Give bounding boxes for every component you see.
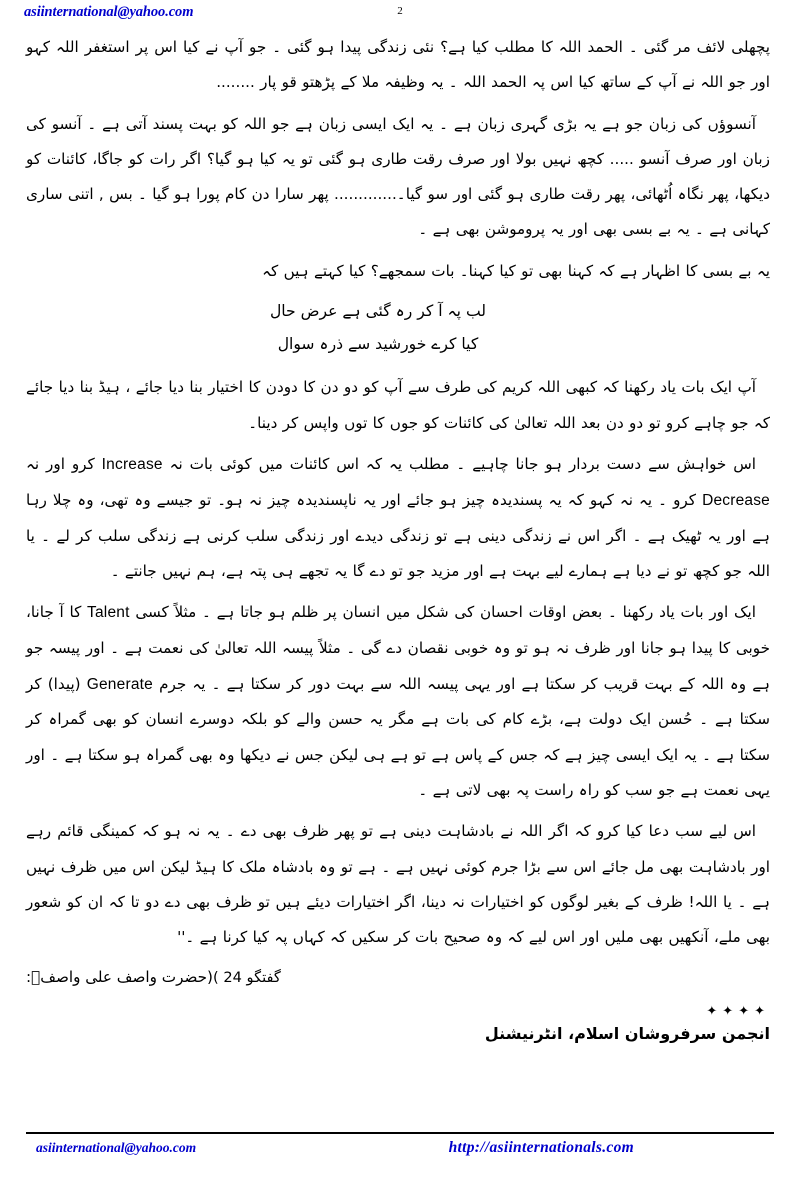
latin-term: Generate — [86, 675, 153, 693]
attribution — [26, 961, 770, 994]
ornament-divider — [26, 1005, 770, 1018]
ornament-star-icon: ✦ — [706, 1003, 723, 1019]
latin-term: Talent — [87, 604, 130, 622]
urdu-run: (پیدا) کر سکتا ہے ۔ حُسن ایک دولت ہے، بڑے کام کی بات ہے مگر یہ حسن والے کو بلکہ دوسرے انسان کو بھی گمراہ کر سکتا ہے ۔ یہ ایک ایسی چیز ہے کہ جس کے پاس ہے تو ہے ہی لیکن جس نے دیکھا وہ بھی گمراہ ہو سکتا ہے ۔ اور یہی نعمت ہے جو سب کو راہ راست پہ بھی لاتی ہے ۔ — [26, 674, 770, 799]
urdu-run: کرو اور نہ — [26, 454, 102, 473]
attribution-book: گفتگو 24 ) — [212, 969, 281, 987]
paragraph-increase-decrease — [26, 447, 770, 589]
header-email-link[interactable]: asiinternational@yahoo.com — [24, 4, 194, 20]
ornament-star-icon: ✦ — [738, 1003, 755, 1019]
paragraph-2: آنسوؤں کی زبان جو ہے یہ بڑی گہری زبان ہے ۔ یہ ایک ایسی زبان ہے جو اللہ کو بہت پسند آتی ہے ۔ آنسو کی زبان اور صرف آنسو ..... کچھ نہیں بولا اور صرف رقت طاری ہو گئی تو یہ کیا ہو گیا؟ اگر رات کو جاگا، کائنات کو دیکھا، پھر نگاہ اُٹھائی، پھر رقت طاری ہو گئی اور سو گیا۔............. پھر سارا دن کام پورا ہو گیا ۔ بس , اتنی ساری کہانی ہے ۔ یہ بے بسی بھی اور یہ پروموشن بھی ہے ۔ — [26, 114, 770, 239]
page-header — [0, 4, 800, 28]
urdu-run: کا آ جانا، خوبی کا پیدا ہو جانا اور ظرف نہ ہو تو وہ خوبی نقصان دے گی ۔ مثلاً پیسہ اللہ تعالیٰ کی نعمت ہے ۔ اور پیسہ جو ہے وہ اللہ کے بہت قریب کر سکتا ہے اور یہی پیسہ اللہ سے بہت دور کر سکتا ہے ۔ یہ جرم — [26, 603, 771, 693]
paragraph-4: آپ ایک بات یاد رکھنا کہ کبھی اللہ کریم کی طرف سے آپ کو دو دن کا دودن کا اختیار بنا دیا جائے ، ہیڈ بنا دیا جائے کہ جو چاہے کرو تو دو دن بعد اللہ تعالیٰ کی کائنات کو جوں کا توں واپس کر دینا۔ — [26, 378, 770, 432]
latin-term: Decrease — [702, 491, 770, 509]
poetry-block — [26, 295, 770, 360]
urdu-run: ایک اور بات یاد رکھنا ۔ بعض اوقات احسان کی شکل میں انسان پر ظلم ہو جاتا ہے ۔ مثلاً کسی — [129, 603, 756, 622]
footer-email-link[interactable]: asiinternational@yahoo.com — [36, 1140, 197, 1155]
poetry-line-2: کیا کرے خورشید سے ذرہ سوال — [277, 334, 479, 353]
latin-term: Increase — [101, 455, 163, 473]
paragraph-talent-generate — [26, 595, 770, 808]
paragraph-3: یہ بے بسی کا اظہار ہے کہ کہنا بھی تو کیا کہنا۔ بات سمجھے؟ کیا کہتے ہیں کہ — [262, 261, 770, 280]
paragraph-1: پچھلی لائف مر گئی ۔ الحمد اللہ کا مطلب کیا ہے؟ نئی زندگی پیدا ہو گئی ۔ جو آپ نے کیا اس پر استغفر اللہ کہو اور جو اللہ نے آپ کے ساتھ کیا اس پہ الحمد اللہ ۔ یہ وظیفہ ملا کے پڑھتو قو پار ........ — [26, 38, 770, 92]
footer-website-link[interactable]: http://asiinternationals.com — [448, 1139, 634, 1156]
page-number: 2 — [397, 5, 403, 17]
ornament-star-icon: ✦ — [722, 1003, 739, 1019]
organization-name: انجمن سرفروشان اسلام، انٹرنیشنل — [484, 1023, 770, 1043]
attribution-source: (حضرت واصف علی واصفؒ: — [26, 968, 213, 987]
footer-divider — [26, 1132, 774, 1134]
poetry-line-1: لب پہ آ کر رہ گئی ہے عرض حال — [269, 301, 487, 320]
page-footer — [26, 1132, 774, 1166]
urdu-run: اس خواہش سے دست بردار ہو جانا چاہیے ۔ مطلب یہ کہ اس کائنات میں کوئی بات نہ — [162, 454, 756, 473]
paragraph-final: اس لیے سب دعا کیا کرو کہ اگر اللہ نے بادشاہت دینی ہے تو پھر ظرف بھی دے ۔ یہ نہ ہو کہ کمینگی قائم رہے اور بادشاہت بھی مل جائے اس سے بڑا جرم کوئی نہیں ہے ۔ ہے تو وہ بادشاہ ملک کا ہیڈ لیکن اس میں ظرف نہیں ہے ۔ یا اللہ! ظرف کے بغیر لوگوں کو اختیارات نہ دینا، اگر اختیارات دیئے ہیں تو ظرف بھی دے دو تا کہ ان کو شعور بھی ملے، آنکھیں بھی ملیں اور اس لیے کہ وہ صحیح بات کر سکیں کہ کہاں پہ کیا کرنا ہے ۔'' — [26, 822, 770, 947]
ornament-star-icon: ✦ — [754, 1003, 770, 1019]
document-content — [0, 30, 800, 1043]
urdu-run: کرو ۔ یہ نہ کہو کہ یہ پسندیدہ چیز ہو جائے اور یہ ناپسندیدہ چیز نہ ہو۔ تو جیسے وہ تھی، وہ چلا رہا ہے اور یہ ٹھیک ہے ۔ اگر اس نے زندگی دینی ہے تو زندگی دیدے اور زندگی سلب کرنی ہے زندگی سلب کر لے ۔ یا اللہ جو کچھ تو نے دیا ہے ہمارے لیے بہت ہے اور مزید جو تو دے گا یہ تجھے ہی پتہ ہے، ہم نہیں جانتے ۔ — [26, 490, 770, 581]
